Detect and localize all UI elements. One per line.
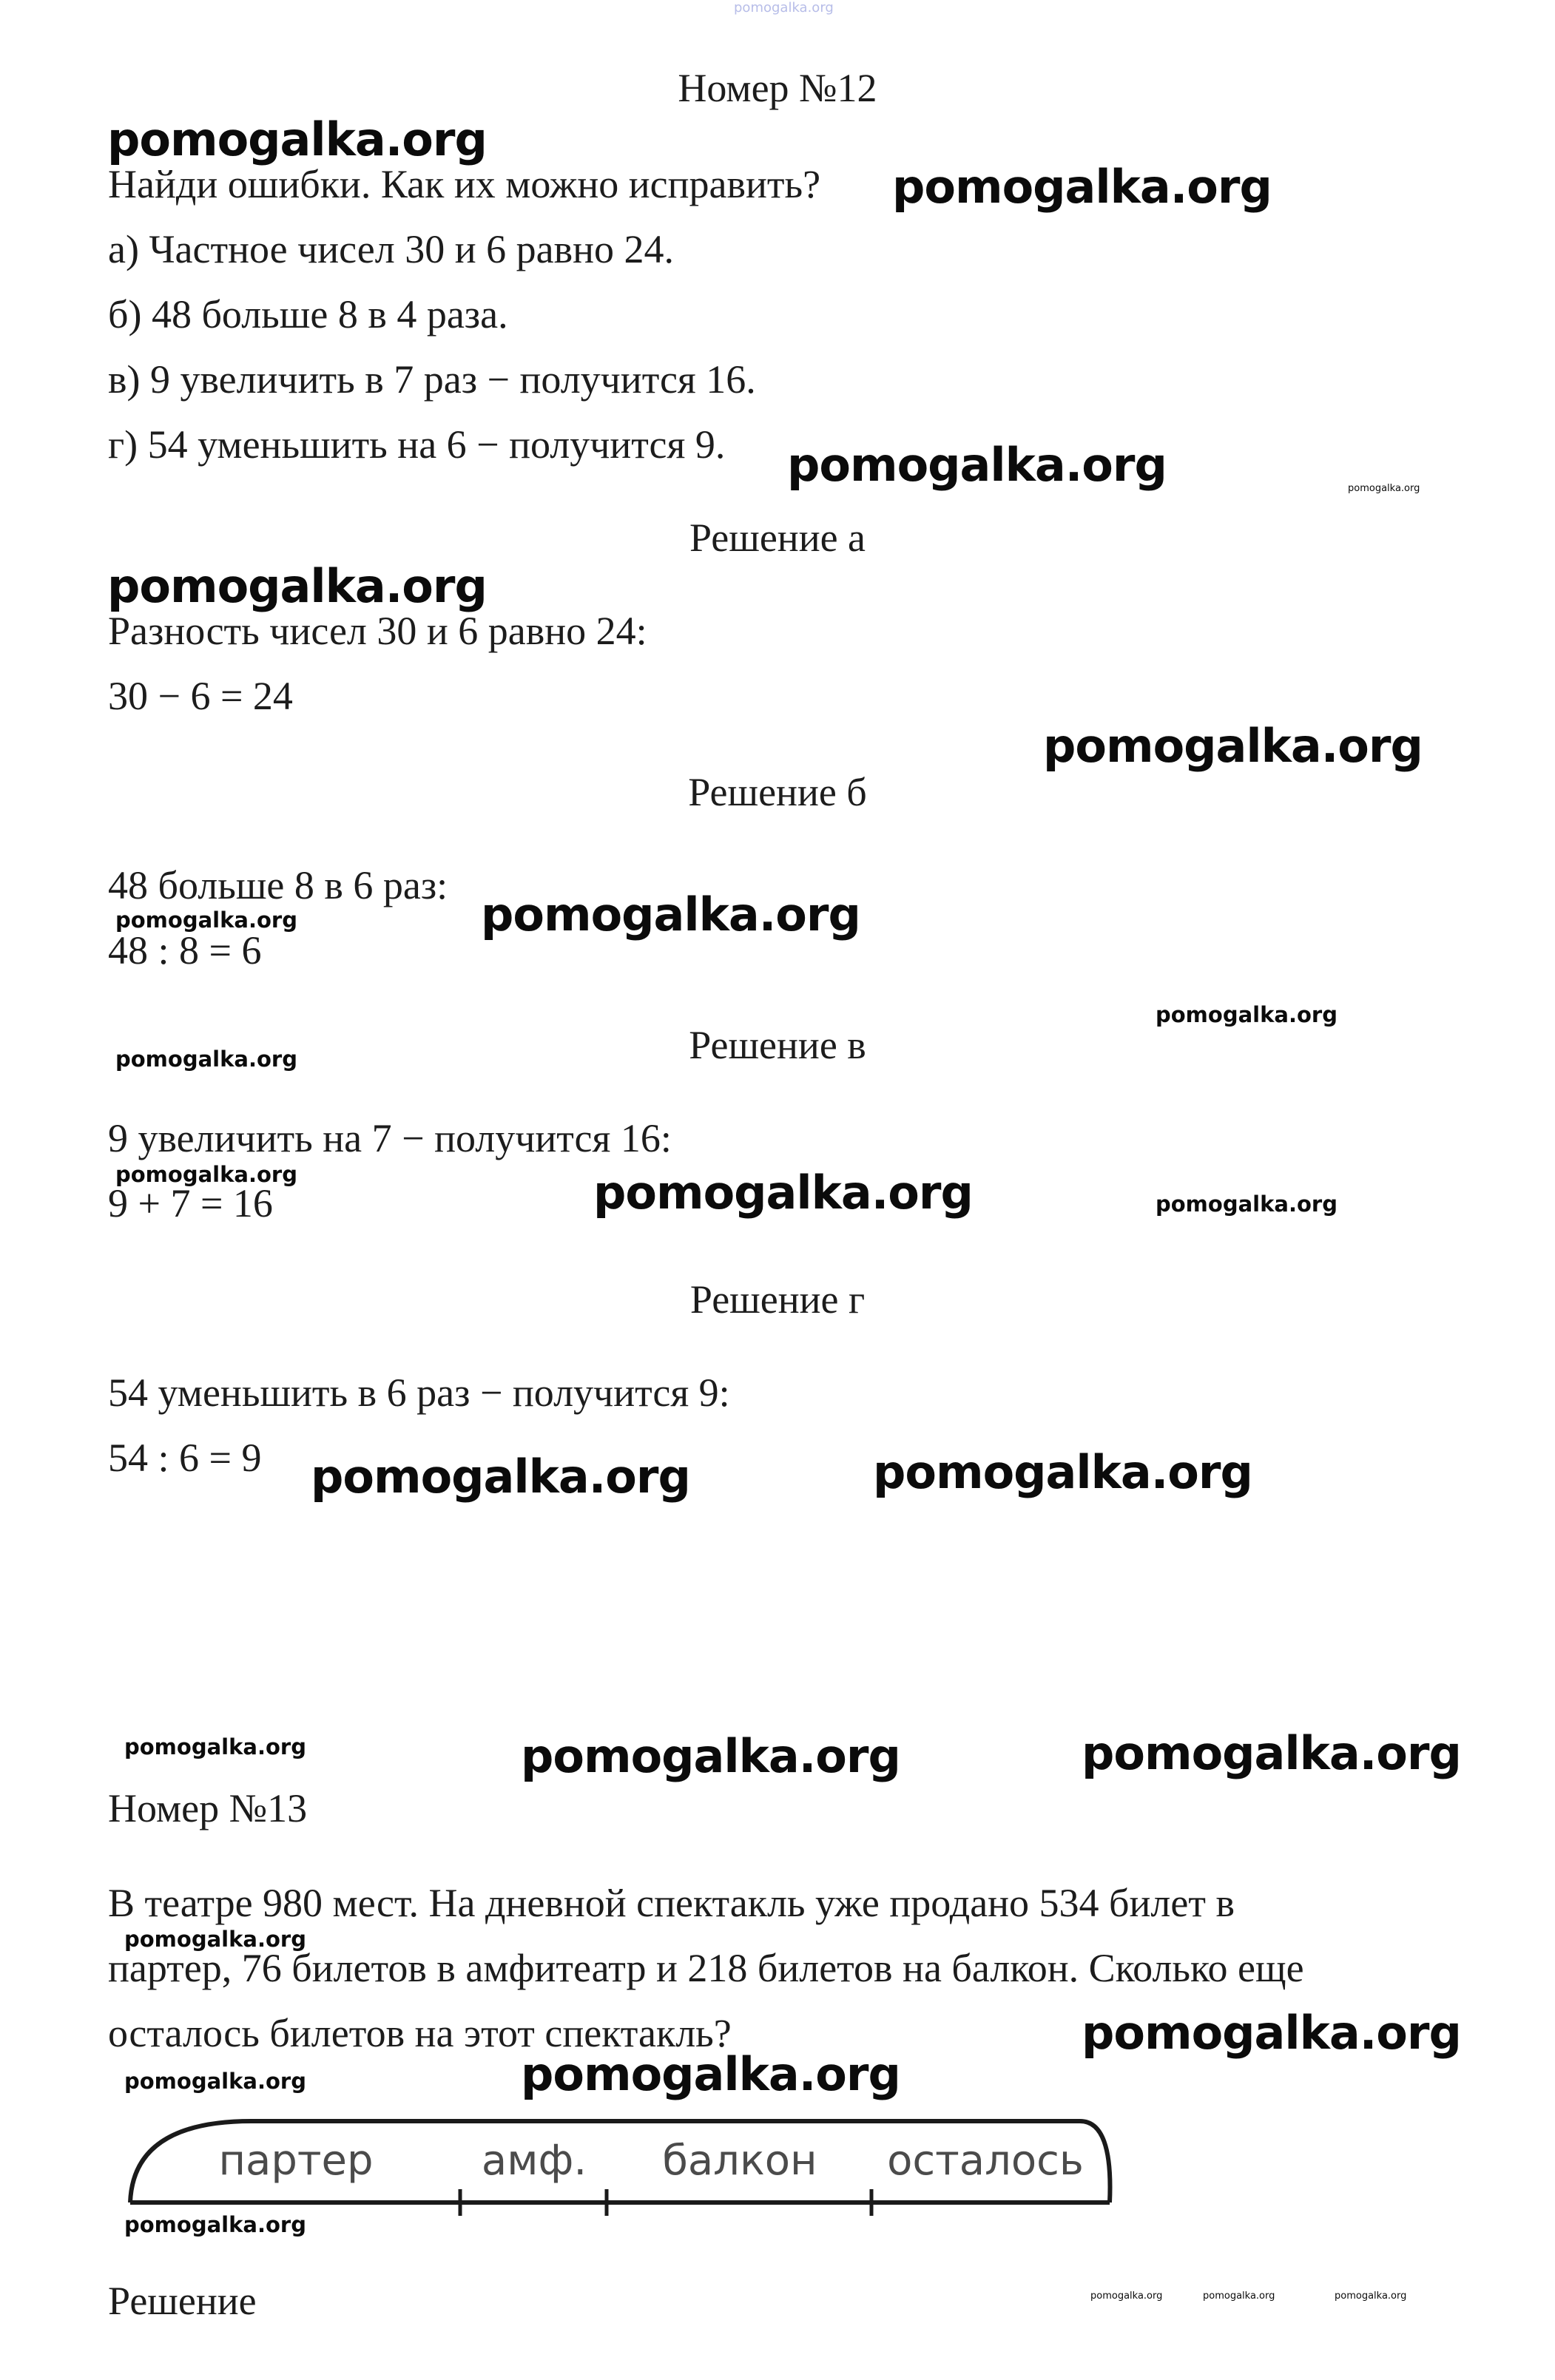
solution-b-equation: 48 : 8 = 6: [108, 928, 262, 973]
watermark: pomogalka.org: [873, 1445, 1252, 1499]
solution-b-heading: Решение б: [688, 770, 867, 814]
task12-item-g: г) 54 уменьшить на 6 − получится 9.: [108, 422, 726, 467]
watermark: pomogalka.org: [1082, 2006, 1461, 2060]
task13-title: Номер №13: [108, 1786, 308, 1830]
task12-title: Номер №12: [678, 66, 877, 110]
watermark: pomogalka.org: [787, 438, 1167, 492]
watermark: pomogalka.org: [593, 1166, 973, 1220]
watermark: pomogalka.org: [124, 2212, 306, 2237]
watermark: pomogalka.org: [892, 160, 1272, 214]
watermark-top: pomogalka.org: [734, 0, 834, 16]
watermark: pomogalka.org: [124, 1927, 306, 1952]
watermark: pomogalka.org: [115, 907, 297, 933]
watermark: pomogalka.org: [521, 1729, 900, 1783]
watermark: pomogalka.org: [124, 1734, 306, 1759]
solution-g-equation: 54 : 6 = 9: [108, 1436, 262, 1480]
solution-a-equation: 30 − 6 = 24: [108, 674, 293, 718]
task12-item-v: в) 9 увеличить в 7 раз − получится 16.: [108, 357, 756, 402]
solution-g-heading: Решение г: [689, 1277, 866, 1322]
task13-text-line-1: В театре 980 мест. На дневной спектакль уже продано 534 билет в: [108, 1881, 1235, 1925]
watermark: pomogalka.org: [1090, 2291, 1163, 2302]
watermark: pomogalka.org: [1082, 1726, 1461, 1780]
watermark: pomogalka.org: [1348, 483, 1420, 494]
solution-a-heading: Решение а: [689, 515, 866, 560]
watermark: pomogalka.org: [107, 559, 487, 613]
task13-text-line-2: партер, 76 билетов в амфитеатр и 218 билетов на балкон. Сколько еще: [108, 1946, 1304, 1990]
task13-text-line-3: осталось билетов на этот спектакль?: [108, 2011, 732, 2055]
solution-v-equation: 9 + 7 = 16: [108, 1181, 273, 1226]
diagram-label-parter: партер: [218, 2137, 374, 2185]
task12-item-b: б) 48 больше 8 в 4 раза.: [108, 292, 508, 337]
solution-v-statement: 9 увеличить на 7 − получится 16:: [108, 1116, 672, 1160]
watermark: pomogalka.org: [481, 888, 860, 941]
watermark: pomogalka.org: [1043, 719, 1423, 773]
task13-solution-heading: Решение: [108, 2279, 257, 2323]
task12-item-a: а) Частное чисел 30 и 6 равно 24.: [108, 227, 674, 271]
ticket-segment-diagram: [118, 2099, 1124, 2217]
watermark: pomogalka.org: [115, 1162, 297, 1187]
task12-question: Найди ошибки. Как их можно исправить?: [108, 162, 821, 206]
solution-v-heading: Решение в: [689, 1023, 866, 1067]
watermark: pomogalka.org: [1335, 2291, 1407, 2302]
solution-a-statement: Разность чисел 30 и 6 равно 24:: [108, 609, 647, 653]
watermark: pomogalka.org: [1156, 1002, 1338, 1027]
watermark: pomogalka.org: [1156, 1191, 1338, 1217]
solution-b-statement: 48 больше 8 в 6 раз:: [108, 863, 448, 907]
watermark: pomogalka.org: [521, 2047, 900, 2101]
diagram-label-amf: амф.: [481, 2137, 587, 2185]
watermark: pomogalka.org: [1203, 2291, 1275, 2302]
diagram-label-balkon: балкон: [662, 2137, 817, 2185]
watermark: pomogalka.org: [124, 2069, 306, 2094]
solution-g-statement: 54 уменьшить в 6 раз − получится 9:: [108, 1370, 730, 1415]
diagram-label-ostalos: осталось: [887, 2137, 1084, 2185]
watermark: pomogalka.org: [311, 1450, 690, 1504]
watermark: pomogalka.org: [107, 112, 487, 166]
watermark: pomogalka.org: [115, 1047, 297, 1072]
